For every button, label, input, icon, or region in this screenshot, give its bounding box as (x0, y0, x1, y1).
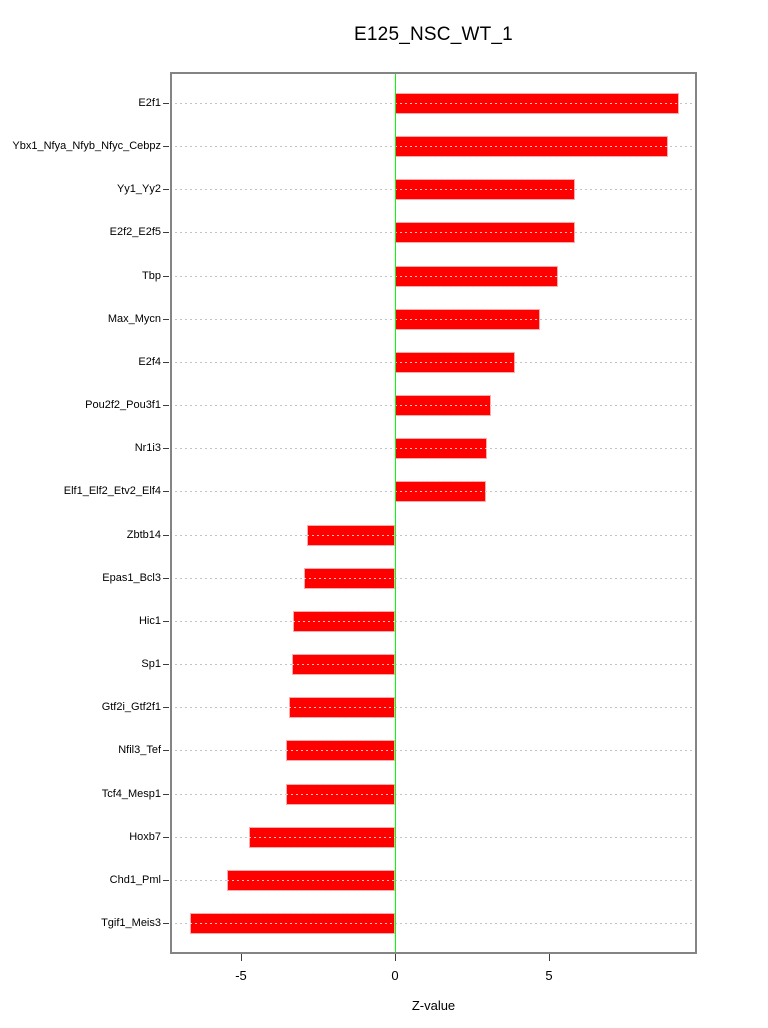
gridline-overlay (293, 621, 395, 622)
category-label: Chd1_Pml (109, 874, 161, 886)
zero-line (395, 72, 396, 954)
category-label: Ybx1_Nfya_Nfyb_Nfyc_Cebpz (12, 140, 161, 152)
category-label: E2f2_E2f5 (109, 226, 161, 238)
x-tick (549, 954, 550, 961)
x-tick (241, 954, 242, 961)
gridline-overlay (395, 362, 515, 363)
gridline (170, 578, 697, 579)
x-axis-label: Z-value (411, 998, 456, 1013)
y-tick (163, 146, 169, 147)
category-label: Epas1_Bcl3 (102, 572, 161, 584)
category-label: Sp1 (141, 658, 161, 670)
category-label: Tgif1_Meis3 (101, 917, 161, 929)
gridline (170, 621, 697, 622)
y-tick (163, 232, 169, 233)
gridline-overlay (304, 578, 395, 579)
category-label: Tcf4_Mesp1 (101, 788, 161, 800)
gridline (170, 707, 697, 708)
y-tick (163, 448, 169, 449)
gridline-overlay (395, 319, 540, 320)
y-tick (163, 794, 169, 795)
gridline (170, 535, 697, 536)
y-tick (163, 707, 169, 708)
gridline-overlay (395, 491, 486, 492)
gridline-overlay (395, 146, 668, 147)
gridline-overlay (286, 794, 395, 795)
gridline-overlay (289, 707, 395, 708)
x-tick-label: 0 (391, 968, 399, 983)
y-tick (163, 664, 169, 665)
category-label: Max_Mycn (107, 313, 161, 325)
y-tick (163, 491, 169, 492)
plot-area (170, 72, 697, 954)
category-label: Nfil3_Tef (118, 744, 161, 756)
chart-title: E125_NSC_WT_1 (354, 24, 513, 45)
category-label: E2f4 (138, 356, 161, 368)
category-label: E2f1 (138, 97, 161, 109)
y-tick (163, 578, 169, 579)
category-label: Pou2f2_Pou3f1 (85, 399, 161, 411)
category-label: Tbp (142, 270, 161, 282)
gridline-overlay (190, 923, 395, 924)
x-tick-label: 5 (545, 968, 553, 983)
y-tick (163, 405, 169, 406)
gridline-overlay (395, 405, 491, 406)
category-label: Nr1i3 (134, 442, 161, 454)
y-tick (163, 276, 169, 277)
gridline-overlay (395, 232, 575, 233)
gridline-overlay (395, 189, 575, 190)
category-label: Gtf2i_Gtf2f1 (101, 701, 161, 713)
gridline-overlay (227, 880, 395, 881)
category-label: Yy1_Yy2 (116, 183, 161, 195)
y-tick (163, 103, 169, 104)
gridline (170, 664, 697, 665)
x-tick-label: -5 (235, 968, 247, 983)
category-label: Zbtb14 (126, 529, 161, 541)
y-tick (163, 621, 169, 622)
gridline-overlay (249, 837, 395, 838)
gridline-overlay (307, 535, 395, 536)
y-tick (163, 362, 169, 363)
gridline-overlay (286, 750, 395, 751)
gridline-overlay (395, 448, 487, 449)
y-tick (163, 880, 169, 881)
gridline-overlay (395, 276, 558, 277)
y-tick (163, 319, 169, 320)
gridline-overlay (292, 664, 395, 665)
gridline (170, 750, 697, 751)
x-tick (395, 954, 396, 961)
y-tick (163, 535, 169, 536)
y-tick (163, 923, 169, 924)
category-label: Elf1_Elf2_Etv2_Elf4 (63, 485, 161, 497)
gridline (170, 794, 697, 795)
y-tick (163, 837, 169, 838)
gridline-overlay (395, 103, 679, 104)
y-tick (163, 750, 169, 751)
category-label: Hic1 (138, 615, 161, 627)
category-label: Hoxb7 (129, 831, 161, 843)
y-tick (163, 189, 169, 190)
